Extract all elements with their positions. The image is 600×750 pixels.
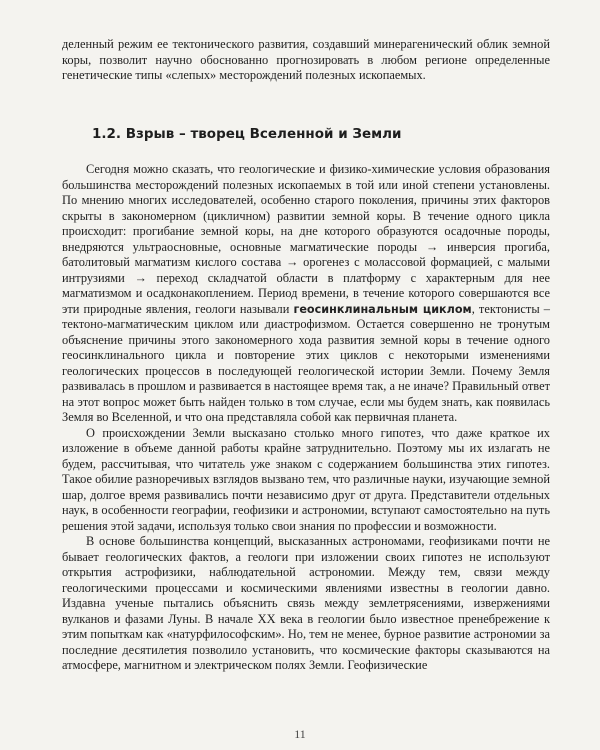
page-number: 11	[294, 727, 306, 741]
paragraph-1	[62, 162, 550, 426]
paragraph-1-text-end: , тектонисты – тектоно-магматическим циклом или диастрофизмом. Остается совершенно не тронутым объяснение причины этого закономерного хода развития земной коры в течение одного геосинклинального цикла и повторение этих циклов с некоторыми изменениями геологических процессов в последующей геологической истории Земли. Почему Земля развивалась в прошлом и развивается в настоящее время так, а не иначе? Правильный ответ на этот вопрос может быть найден только в том случае, если мы будем знать, как появилась Земля во Вселенной, и что она представляла собой как первичная планета.	[62, 301, 550, 424]
intro-continuation	[62, 37, 550, 84]
intro-paragraph: деленный режим ее тектонического развития, создавший минерагенический облик земной коры, позволит научно обоснованно прогнозировать в любом регионе определенные генетические типы «слепых» месторождений полезных ископаемых.	[62, 37, 550, 82]
section-heading: 1.2. Взрыв – творец Вселенной и Земли	[92, 126, 402, 142]
paragraph-1-text-start: Сегодня можно сказать, что геологические и физико-химические условия образования большинства месторождений полезных ископаемых в той или иной степени установлены. По мнению многих исследователей, особенно старого поколения, причины этих факторов скрыты в закономерном (цикличном) развитии земной коры. В течение одного цикла происходит: прогибание земной коры, на дне которого образуются осадочные породы, внедряются ультраосновные, основные магматические породы → инверсия прогиба, батолитовый магматизм кислого состава → орогенез с молассовой формацией, с малыми интрузиями → переход складчатой области в платформу с характерным для нее магматизмом и осадконакоплением. Период времени, в течение которого совершаются все эти природные явления, геологи называли	[62, 162, 550, 316]
bold-term: геосинклинальным циклом	[293, 302, 472, 316]
paragraph-3: В основе большинства концепций, высказанных астрономами, геофизиками почти не бывает геологических фактов, а геологи при изложении своих гипотез не используют открытия астрофизики, наблюдательной астрономии. Между тем, связи между геологическими процессами и космическими явлениями известны в геологии давно. Издавна ученые пытались объяснить связь между землетрясениями, извержениями вулканов и фазами Луны. В начале XX века в геологии было известное пренебрежение к этим попыткам как «натурфилософским». Но, тем не менее, бурное развитие астрономии за последние десятилетия позволило установить, что космические факторы сказываются на атмосфере, магнитном и электрическом полях Земли. Геофизические	[62, 534, 550, 672]
section-body	[62, 162, 550, 674]
paragraph-2: О происхождении Земли высказано столько много гипотез, что даже краткое их изложение в объеме данной работы крайне затруднительно. Поэтому мы их излагать не будем, рассчитывая, что читатель уже знаком с содержанием большинства этих гипотез. Такое обилие разноречивых взглядов вызвано тем, что различные науки, изучающие земной шар, долгое время развивались почти независимо друг от друга. Представители отдельных наук, в особенности географии, геофизики и астрономии, вступают самостоятельно на путь решения этой задачи, используя только свои знания по профессии и возможности.	[62, 425, 550, 533]
